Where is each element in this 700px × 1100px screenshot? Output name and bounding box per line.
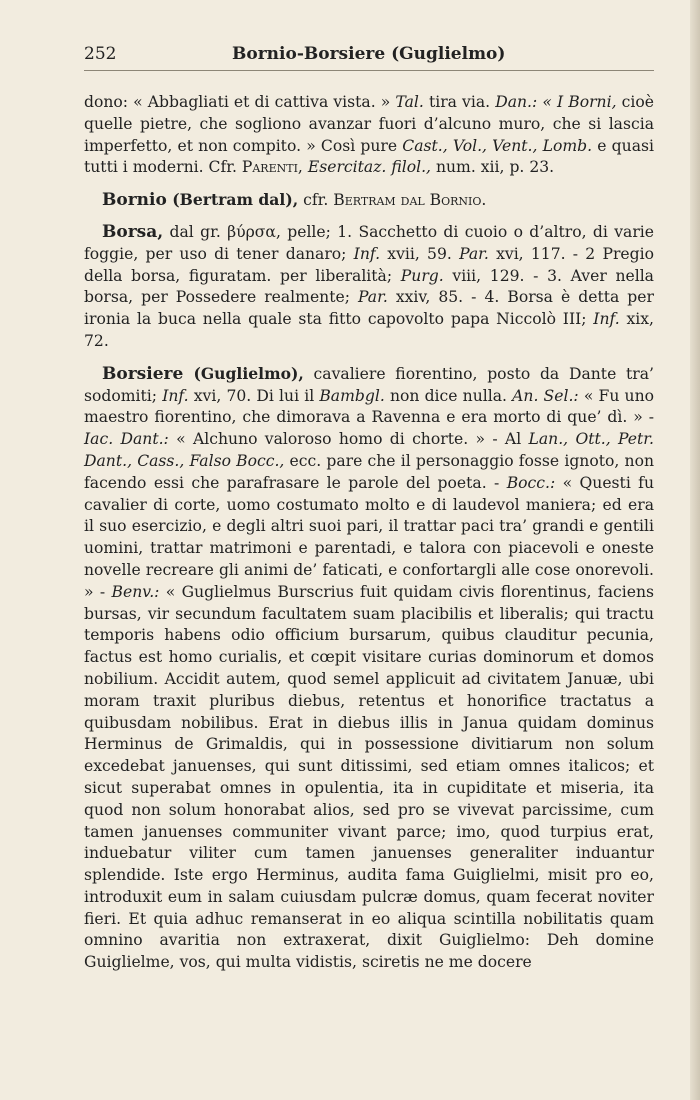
text-run: « Guglielmus Burscrius fuit quidam civis florentinus, faciens bursas, vir secundum facultatem suam placibilis et liberalis; qui tractu temporis habens odio officium bursarum, quibus clauditur pecunia, factus est homo curialis, et cœpit visitare curias dominorum et domos nobilium. Accidit autem, quod semel applicuit ad civitatem Januæ, ubi moram traxit pluribus diebus, retentus et honorifice tractatus a quibusdam nobilibus. Erat in diebus illis in Janua quidam dominus Herminus de Grimaldis, qui in possessione divitiarum non solum excedebat januenses, qui sunt ditissimi, sed etiam omnes italicos; et sicut superabat omnes in opulentia, ita in cupiditate et miseria, ita quod non solum honorabat alios, sed pro se vivevat parcissime, cum tamen januenses communiter vivant parce; imo, quod turpius erat, induebatur viliter cum tamen januenses generaliter induantur splendide. Iste ergo Herminus, audita fama Guiglielmi, misit pro eo, introduxit eum in salam cuiusdam pulcræ domus, quam fecerat noviter fieri. Et quia adhuc remanserat in eo aliqua scintilla nobilitatis quam omnino avaritia non extraxerat, dixit Guiglielmo: Deh domine Guiglielme, vos, qui multa vidistis, sciretis ne me docere (84, 582, 654, 972)
citation: Bocc.: (506, 473, 556, 492)
text-run: ecc. pare che il personaggio fosse ignoto, non facendo essi che parafrasare le parole del poeta. - (84, 451, 654, 492)
text-run: tira via. (423, 93, 496, 111)
entry-borsiere (84, 363, 654, 974)
text-run: « Questi fu cavalier di corte, uomo costumato molto e di laudevol maniera; ed era il suo esercizio, e degli altri suoi pari, il trattar paci tra’ grandi e gentili uomini, trattar matrimoni e parentadi, e talora con piacevoli e oneste novelle recreare gli animi de’ faticati, e confortargli alle cose onorevoli. » - (84, 473, 654, 601)
citation: Iac. Dant.: (84, 430, 169, 449)
citation: Lan., Ott., Petr. Dant., Cass., Falso Bocc., (84, 430, 654, 470)
text-run: xix, 72. (84, 310, 654, 350)
citation-author: Parenti, (241, 158, 303, 177)
text-run: non dice nulla. (384, 386, 513, 405)
citation: Purg. (400, 266, 444, 285)
running-title: Bornio-Borsiere (Guglielmo) (232, 44, 506, 64)
page-body (84, 92, 654, 974)
header-rule (84, 70, 654, 71)
citation: Tal. (395, 93, 424, 111)
entry-borsa (84, 222, 654, 353)
text-run: cioè quelle pietre, che sogliono avanzar fuori d’alcuno muro, che si lascia imperfetto, et non compito. » Così pure (84, 93, 654, 155)
headword: Bornio (102, 190, 167, 211)
text-run: xxiv, 85. - 4. Borsa è detta per ironia la buca nella quale sta fitto capovolto papa Niccolò III; (84, 288, 654, 329)
citation: Esercitaz. filol., (302, 158, 432, 177)
text-run: xvi, 70. Di lui il (188, 386, 320, 405)
citation: Dan.: « I Borni, (495, 93, 617, 111)
text-run: e quasi tutti i moderni. Cfr. (84, 136, 654, 177)
continuation-paragraph (84, 92, 654, 179)
text-run: cfr. (298, 191, 334, 210)
citation: Benv.: (111, 582, 160, 601)
headword-qualifier: (Guglielmo), (183, 363, 304, 383)
text-run: viii, 129. - 3. Aver nella borsa, per Possedere realmente; (84, 266, 654, 307)
text-run: cavaliere fiorentino, posto da Dante tra’ sodomiti; (84, 364, 654, 405)
citation: Par. (459, 244, 489, 263)
text-run: xvii, 59. (380, 244, 460, 263)
text-run: dal gr. βύρσα, pelle; 1. Sacchetto di cuoio o d’altro, di varie foggie, per uso di tener danaro; (84, 222, 654, 263)
citation: An. Sel.: (512, 386, 579, 405)
text-run: « Fu uno maestro fiorentino, che dimorava a Ravenna e era morto di que’ dì. » - (84, 386, 655, 427)
text-run: « Alchuno valoroso homo di chorte. » - Al (168, 430, 529, 449)
page-edge (690, 0, 700, 1100)
page-number: 252 (84, 44, 117, 64)
citation: Inf. (593, 310, 620, 329)
citation: Par. (358, 288, 388, 307)
citation: Cast., Vol., Vent., Lomb. (402, 136, 593, 155)
citation: Inf. (162, 386, 189, 405)
entry-bornio (84, 189, 654, 212)
cross-reference: Bertram dal Bornio. (333, 191, 487, 210)
text-run: num. xii, p. 23. (431, 158, 555, 177)
text-run: xvi, 117. - 2 Pregio della borsa, figuratam. per liberalità; (84, 244, 654, 285)
citation: Inf. (353, 244, 381, 263)
citation: Bambgl. (319, 386, 385, 405)
text-run: dono: « Abbagliati et di cattiva vista. » (84, 93, 396, 111)
headword: Borsiere (102, 363, 184, 384)
headword: Borsa, (102, 221, 164, 242)
headword-qualifier: (Bertram dal), (166, 190, 299, 210)
